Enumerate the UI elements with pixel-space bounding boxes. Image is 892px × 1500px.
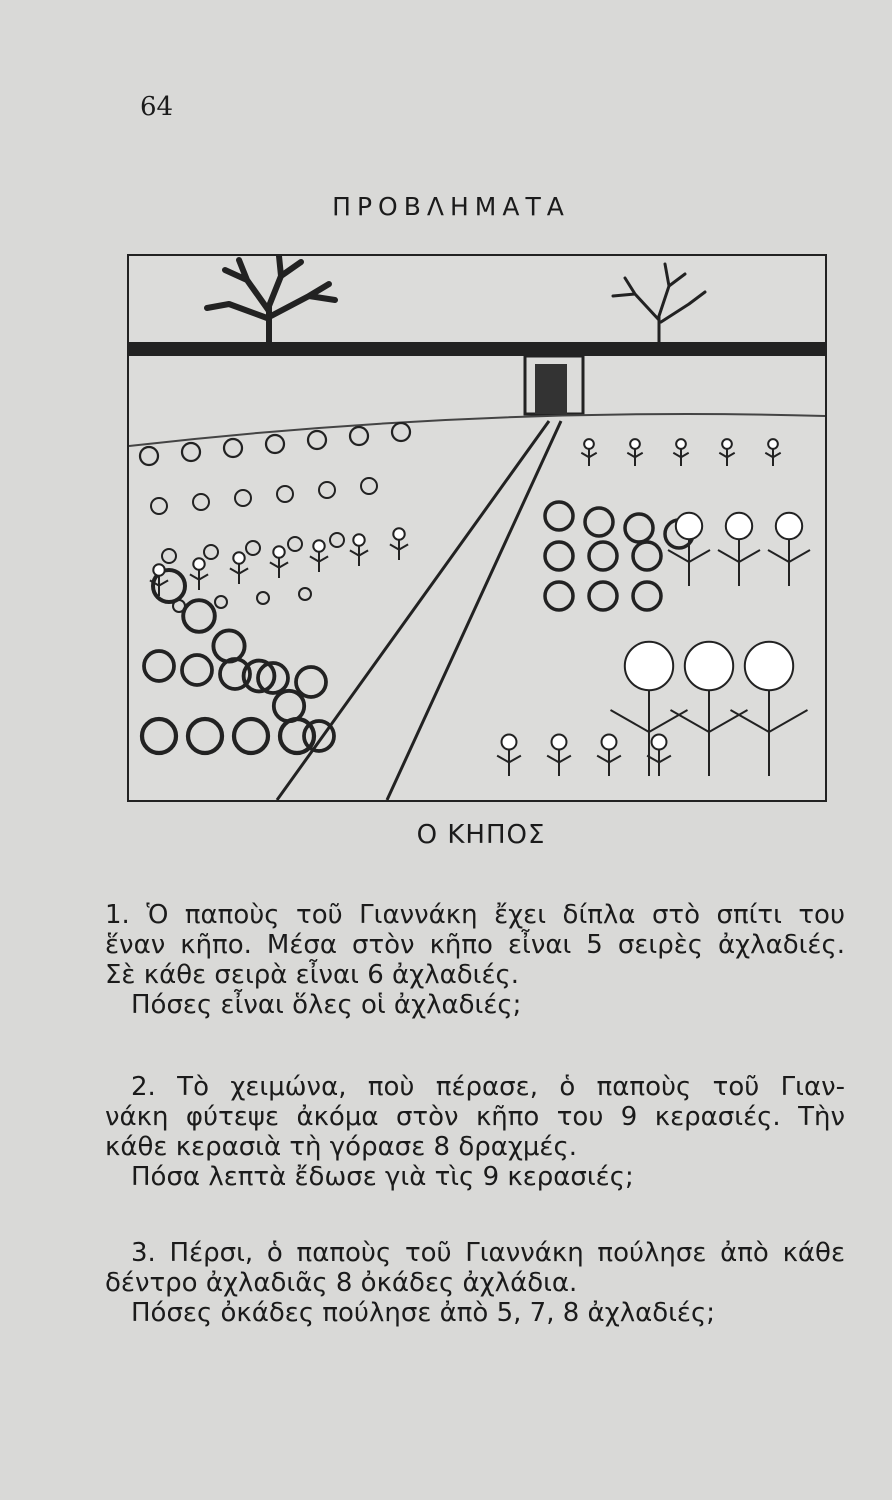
cabbage-plant	[392, 423, 410, 441]
cabbage-plant	[234, 719, 268, 753]
page-number: 64	[140, 92, 174, 122]
cabbage-plant	[308, 431, 326, 449]
problem-line: ἕναν κῆπο. Μέσα στὸν κῆπο εἶναι 5 σειρὲς ἀχλαδιές.	[105, 930, 845, 960]
cabbage-plant	[545, 582, 573, 610]
flower-head	[625, 642, 673, 690]
problem-line: δέντρο ἀχλαδιᾶς 8 ὀκάδες ἀχλάδια.	[105, 1268, 578, 1298]
cabbage-plant	[589, 582, 617, 610]
problem-question: Πόσες εἶναι ὅλες οἱ ἀχλαδιές;	[131, 990, 522, 1020]
problem-line: κάθε κερασιὰ τὴ γόρασε 8 δραχμές.	[105, 1132, 578, 1162]
cabbage-plant	[182, 655, 212, 685]
flower-head	[726, 513, 752, 539]
cabbage-plant	[589, 542, 617, 570]
bare-tree-left	[207, 256, 335, 342]
garden-drawing	[129, 256, 825, 800]
cabbage-plant	[224, 439, 242, 457]
cabbage-plant	[213, 630, 244, 661]
cabbage-plant	[545, 542, 573, 570]
problem-3	[105, 1238, 845, 1328]
flower-head	[676, 439, 686, 449]
cabbage-plant	[545, 502, 573, 530]
cabbage-plant	[319, 482, 335, 498]
flower-head	[552, 735, 567, 750]
cabbage-plant	[215, 596, 227, 608]
flower-head	[768, 439, 778, 449]
garden-wall	[129, 342, 825, 356]
plant-rows	[140, 423, 810, 776]
problem-question: Πόσα λεπτὰ ἔδωσε γιὰ τὶς 9 κερασιές;	[131, 1162, 634, 1192]
cabbage-plant	[140, 447, 158, 465]
problem-line: 2. Τὸ χειμώνα, ποὺ πέρασε, ὁ παποὺς τοῦ Γιαν-	[131, 1072, 845, 1102]
flower-head	[722, 439, 732, 449]
flower-head	[502, 735, 517, 750]
cabbage-plant	[274, 691, 304, 721]
flower-head	[584, 439, 594, 449]
flower-head	[776, 513, 802, 539]
problem-line: νάκη φύτεψε ἀκόμα στὸν κῆπο του 9 κερασιές. Τὴν	[105, 1102, 845, 1132]
cabbage-plant	[299, 588, 311, 600]
problem-question: Πόσες ὀκάδες πούλησε ἀπὸ 5, 7, 8 ἀχλαδιές;	[131, 1298, 716, 1328]
flower-head	[602, 735, 617, 750]
cabbage-plant	[625, 514, 653, 542]
cabbage-plant	[361, 478, 377, 494]
cabbage-plant	[204, 545, 218, 559]
cabbage-plant	[151, 498, 167, 514]
cabbage-plant	[193, 494, 209, 510]
cabbage-plant	[182, 443, 200, 461]
flower-head	[676, 513, 702, 539]
illustration-caption: Ο ΚΗΠΟΣ	[416, 820, 546, 850]
cabbage-plant	[296, 667, 326, 697]
cabbage-plant	[330, 533, 344, 547]
flower-head	[685, 642, 733, 690]
flower-head	[313, 540, 324, 551]
cabbage-plant	[142, 719, 176, 753]
flower-head	[193, 558, 204, 569]
problem-line: 3. Πέρσι, ὁ παποὺς τοῦ Γιαννάκη πούλησε ἀπὸ κάθε	[131, 1238, 845, 1268]
flower-head	[273, 546, 284, 557]
problem-line: 1. Ὁ παποὺς τοῦ Γιαννάκη ἔχει δίπλα στὸ σπίτι του	[105, 900, 845, 930]
problem-1	[105, 900, 845, 1020]
cabbage-plant	[162, 549, 176, 563]
cabbage-plant	[633, 582, 661, 610]
flower-head	[630, 439, 640, 449]
cabbage-plant	[173, 600, 185, 612]
cabbage-plant	[266, 435, 284, 453]
cabbage-plant	[257, 592, 269, 604]
horizon-line	[129, 414, 825, 446]
garden-illustration	[127, 254, 827, 802]
problem-2	[105, 1072, 845, 1192]
flower-head	[353, 534, 364, 545]
section-heading: ΠΡΟΒΛΗΜΑΤΑ	[332, 192, 570, 221]
cabbage-plant	[350, 427, 368, 445]
bare-tree-right	[613, 264, 705, 342]
cabbage-plant	[288, 537, 302, 551]
flower-head	[745, 642, 793, 690]
cabbage-plant	[280, 719, 314, 753]
cabbage-plant	[277, 486, 293, 502]
flower-head	[233, 552, 244, 563]
flower-head	[393, 528, 404, 539]
cabbage-plant	[235, 490, 251, 506]
cabbage-plant	[246, 541, 260, 555]
cabbage-plant	[183, 600, 215, 632]
cabbage-plant	[633, 542, 661, 570]
cabbage-plant	[585, 508, 613, 536]
cabbage-plant	[188, 719, 222, 753]
flower-head	[652, 735, 667, 750]
problem-line: Σὲ κάθε σειρὰ εἶναι 6 ἀχλαδιές.	[105, 960, 520, 990]
flower-head	[153, 564, 164, 575]
cabbage-plant	[144, 651, 174, 681]
gate-door	[535, 364, 567, 414]
